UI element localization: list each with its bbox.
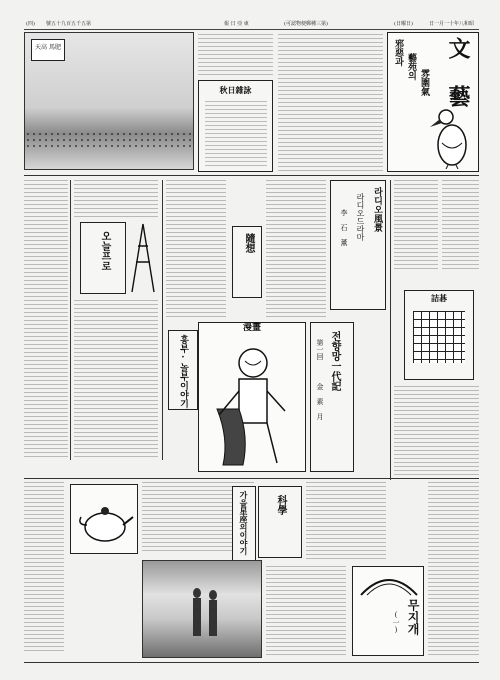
bottom-photo-figures [142,560,262,658]
top-photo-horses [24,32,194,170]
rainbow-title: 무지개 [406,599,420,635]
radio-subtitle: 라디오드라마 [356,193,365,241]
article-text-block [198,34,273,76]
culture-subtitle: 雰圍氣 [419,69,429,96]
serial-episode: 第一回 [316,339,324,360]
poem-box [198,80,273,172]
photo-caption: 天高 馬肥 [35,44,61,51]
cartoon-figure [209,339,297,469]
column-title: 가을星座의이야기 [239,491,249,555]
article-text-block [266,180,326,320]
article-text-block [428,482,479,656]
horse-silhouettes [25,131,193,149]
article-text-block [74,300,158,460]
postal-note: (可認物便郵種三第) [284,21,328,27]
radio-author: 李 石 薰 [340,209,348,246]
column-rule [70,180,71,460]
poem-title: 秋日雜詠 [219,85,252,95]
science-title-box [258,486,302,558]
science-title: 科學 [275,495,286,515]
teapot-illustration-box [70,484,138,554]
page-number: (四) [26,21,35,27]
article-text-block [394,386,479,476]
article-text-block [24,482,64,652]
poem-text [205,101,267,167]
cartoon-title: 漫畫 [242,323,261,333]
article-text-block [442,180,479,270]
radio-tower-illustration [128,222,158,294]
column-title-box [232,486,256,562]
column-rule [162,180,163,460]
section-divider [24,478,479,479]
culture-section-header [387,32,479,172]
serial-title: 전향망一代記 [329,331,340,391]
go-board [413,311,465,363]
paper-name: 報 日 亞 東 [224,21,249,27]
page-bottom-rule [24,662,479,663]
pelican-illustration [428,103,476,169]
teapot-icon [75,491,135,549]
section-divider [24,175,479,176]
radio-title: 라디오風景 [372,187,382,232]
column-rule [390,180,391,480]
story-title-box [168,330,198,410]
radio-scene-box [330,180,386,310]
today-program-title: 오늘프로 [99,231,110,271]
article-text-block [278,34,383,172]
article-text-block [24,180,68,460]
essay-title-box [232,226,262,298]
weekday: (日曜日) [394,21,413,27]
photo-caption-box [31,39,65,61]
issue-date: 日一月一十年八和昭 [429,21,475,27]
go-puzzle-box [404,290,474,380]
essay-title: 隨想 [243,233,254,253]
today-program-box [80,222,126,294]
issue-number: 號五十九百五千五第 [46,21,92,27]
article-text-block [266,566,346,656]
cartoon-panel [198,322,306,472]
page-header-strip [24,18,479,30]
rainbow-arc [357,571,421,597]
culture-subtitle: 邪惡과 [393,39,403,66]
article-text-block [394,180,438,270]
go-puzzle-title: 詰碁 [431,293,447,303]
article-text-block [166,180,226,320]
serial-author: 金 素 月 [316,383,324,420]
serial-novel-box [310,322,354,472]
standing-figures [187,585,223,641]
culture-subtitle: 藝苑의 [406,53,416,80]
rainbow-episode: (一) [392,611,400,634]
culture-title: 文 藝 [445,37,471,107]
article-text-block [306,482,386,562]
rainbow-story-box [352,566,424,656]
article-text-block [74,180,158,220]
story-title: 흥부·놀부이야기 [178,335,188,408]
